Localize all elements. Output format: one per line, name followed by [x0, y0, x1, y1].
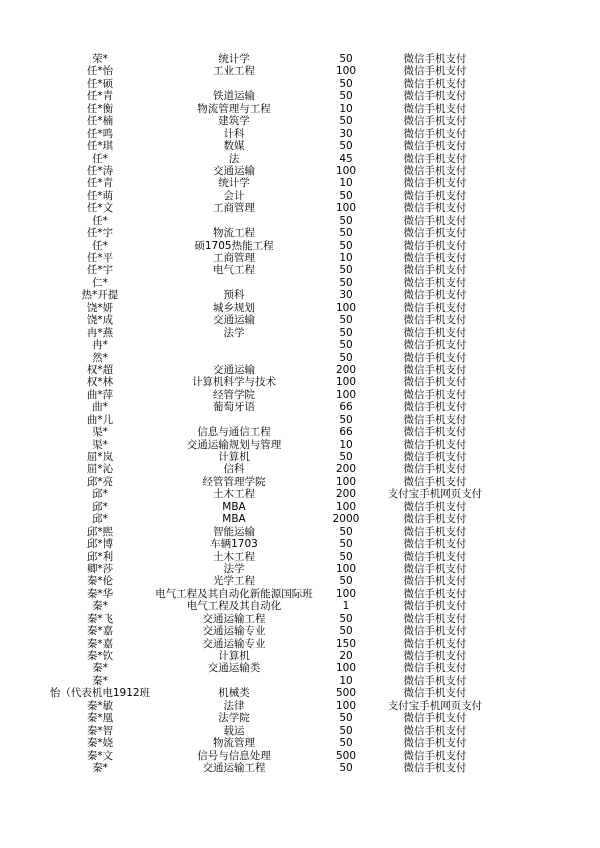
donor-name-cell: 任*硕: [86, 77, 114, 90]
amount-cell: 50: [339, 53, 353, 65]
payment-method-cell: 微信手机支付: [403, 587, 467, 600]
donor-name-cell: 热*开提: [81, 289, 119, 302]
amount-cell: 50: [339, 90, 353, 103]
donor-name-cell: 任*鸣: [86, 127, 114, 140]
payment-method-cell: 微信手机支付: [403, 115, 467, 128]
amount-cell: 66: [339, 401, 353, 414]
table-row: [0, 488, 600, 500]
donor-name-cell: 权*林: [86, 376, 114, 389]
major-cell: 电气工程及其自动化: [186, 600, 282, 613]
donor-name-cell: 任*涛: [86, 164, 114, 177]
table-row: [0, 712, 600, 724]
major-cell: 机械类: [218, 687, 250, 700]
amount-cell: 50: [339, 712, 353, 725]
table-row: [0, 737, 600, 749]
payment-method-cell: 支付宝手机网页支付: [387, 699, 483, 712]
payment-method-cell: 微信手机支付: [403, 264, 467, 277]
table-row: [0, 339, 600, 351]
payment-method-cell: 微信手机支付: [403, 625, 467, 638]
table-row: [0, 389, 600, 401]
major-cell: 铁道运输: [213, 90, 255, 103]
amount-cell: 100: [335, 388, 357, 401]
payment-method-cell: 微信手机支付: [403, 252, 467, 264]
amount-cell: 50: [339, 538, 353, 551]
major-cell: 预科: [223, 289, 245, 302]
table-row: [0, 177, 600, 189]
payment-method-cell: 微信手机支付: [403, 77, 467, 90]
amount-cell: 50: [339, 189, 353, 202]
major-cell: 电气工程及其自动化新能源国际班: [155, 587, 313, 600]
table-row: [0, 662, 600, 674]
payment-method-cell: 微信手机支付: [403, 600, 467, 613]
major-cell: 交通运输: [213, 363, 255, 376]
table-row: [0, 762, 600, 774]
donor-name-cell: 秦*文: [86, 749, 114, 762]
table-row: [0, 314, 600, 326]
amount-cell: 50: [339, 314, 353, 327]
payment-method-cell: 微信手机支付: [403, 401, 467, 414]
donor-name-cell: 秦*智: [86, 724, 114, 737]
major-cell: 计算机: [218, 650, 250, 662]
major-cell: 数媒: [223, 140, 245, 153]
table-row: [0, 65, 600, 77]
payment-method-cell: 微信手机支付: [403, 214, 467, 227]
donor-name-cell: 邱*: [92, 488, 108, 501]
payment-method-cell: 微信手机支付: [403, 314, 467, 327]
payment-method-cell: 微信手机支付: [403, 475, 467, 488]
amount-cell: 50: [339, 214, 353, 227]
payment-method-cell: 微信手机支付: [403, 637, 467, 650]
payment-method-cell: 微信手机支付: [403, 140, 467, 153]
table-row: [0, 227, 600, 239]
donor-name-cell: 饶*成: [86, 314, 114, 327]
amount-cell: 100: [335, 587, 357, 600]
payment-method-cell: 微信手机支付: [403, 426, 467, 439]
major-cell: 统计学: [218, 177, 250, 190]
amount-cell: 50: [339, 737, 353, 750]
major-cell: 经管学院: [213, 388, 255, 401]
donor-name-cell: 渠*: [92, 426, 108, 439]
payment-method-cell: 微信手机支付: [403, 562, 467, 575]
donor-name-cell: 秦*: [92, 674, 108, 687]
table-row: [0, 128, 600, 140]
table-row: [0, 538, 600, 550]
amount-cell: 100: [335, 475, 357, 488]
payment-method-cell: 微信手机支付: [403, 351, 467, 364]
major-cell: MBA: [222, 500, 246, 513]
major-cell: 交通运输专业: [202, 637, 266, 650]
amount-cell: 50: [339, 575, 353, 588]
donor-name-cell: 曲*: [92, 401, 108, 414]
payment-method-cell: 微信手机支付: [403, 413, 467, 426]
donor-name-cell: 荣*: [92, 53, 108, 65]
donor-name-cell: 任*衡: [86, 102, 114, 115]
major-cell: 信科: [223, 463, 245, 476]
major-cell: 载运: [223, 724, 245, 737]
amount-cell: 10: [339, 252, 353, 264]
donor-name-cell: 屈*沁: [86, 463, 114, 476]
payment-method-cell: 微信手机支付: [403, 239, 467, 252]
donor-name-cell: 邱*亮: [86, 475, 114, 488]
payment-method-cell: 微信手机支付: [403, 53, 467, 65]
table-row: [0, 53, 600, 65]
donation-table: [0, 53, 600, 774]
amount-cell: 20: [339, 650, 353, 662]
payment-method-cell: 微信手机支付: [403, 525, 467, 538]
amount-cell: 50: [339, 550, 353, 563]
donor-name-cell: 怡（代表机电1912班: [49, 687, 151, 700]
amount-cell: 10: [339, 438, 353, 451]
amount-cell: 66: [339, 426, 353, 439]
major-cell: 土木工程: [213, 488, 255, 501]
donor-name-cell: 秦*钦: [86, 650, 114, 662]
amount-cell: 50: [339, 276, 353, 289]
donor-name-cell: 渠*: [92, 438, 108, 451]
table-row: [0, 414, 600, 426]
major-cell: 信号与信息处理: [197, 749, 271, 762]
table-row: [0, 302, 600, 314]
major-cell: 计算机科学与技术: [192, 376, 276, 389]
donor-name-cell: 秦*敏: [86, 699, 114, 712]
payment-method-cell: 微信手机支付: [403, 202, 467, 215]
payment-method-cell: 微信手机支付: [403, 500, 467, 513]
payment-method-cell: 支付宝手机网页支付: [387, 488, 483, 501]
table-row: [0, 153, 600, 165]
major-cell: 交通运输: [213, 314, 255, 327]
table-row: [0, 600, 600, 612]
table-row: [0, 289, 600, 301]
donor-name-cell: 曲*儿: [86, 413, 114, 426]
amount-cell: 50: [339, 264, 353, 277]
donor-name-cell: 秦*凰: [86, 712, 114, 725]
donor-name-cell: 秦*飞: [86, 612, 114, 625]
payment-method-cell: 微信手机支付: [403, 189, 467, 202]
major-cell: 经管管理学院: [202, 475, 266, 488]
major-cell: 智能运输: [213, 525, 255, 538]
major-cell: 车辆1703: [210, 538, 258, 551]
table-row: [0, 513, 600, 525]
donor-name-cell: 曲*萍: [86, 388, 114, 401]
amount-cell: 50: [339, 724, 353, 737]
amount-cell: 50: [339, 140, 353, 153]
amount-cell: 50: [339, 227, 353, 240]
major-cell: 土木工程: [213, 550, 255, 563]
major-cell: 工商管理: [213, 252, 255, 264]
donor-name-cell: 屈*岚: [86, 451, 114, 463]
table-row: [0, 78, 600, 90]
major-cell: 法: [228, 152, 240, 165]
amount-cell: 200: [335, 463, 357, 476]
payment-method-cell: 微信手机支付: [403, 650, 467, 662]
payment-method-cell: 微信手机支付: [403, 575, 467, 588]
table-row: [0, 401, 600, 413]
donor-name-cell: 秦*华: [86, 587, 114, 600]
payment-method-cell: 微信手机支付: [403, 152, 467, 165]
table-row: [0, 327, 600, 339]
table-row: [0, 526, 600, 538]
amount-cell: 50: [339, 625, 353, 638]
amount-cell: 50: [339, 239, 353, 252]
table-row: [0, 264, 600, 276]
payment-method-cell: 微信手机支付: [403, 65, 467, 78]
payment-method-cell: 微信手机支付: [403, 662, 467, 675]
amount-cell: 100: [335, 202, 357, 215]
table-row: [0, 165, 600, 177]
donor-name-cell: 秦*: [92, 662, 108, 675]
amount-cell: 50: [339, 351, 353, 364]
amount-cell: 200: [335, 488, 357, 501]
amount-cell: 100: [335, 65, 357, 78]
table-row: [0, 750, 600, 762]
table-row: [0, 140, 600, 152]
major-cell: 法律: [223, 699, 245, 712]
donor-name-cell: 权*超: [86, 363, 114, 376]
table-row: [0, 364, 600, 376]
donor-name-cell: 饶*妍: [86, 301, 114, 314]
donor-name-cell: 冉*燕: [86, 326, 114, 339]
amount-cell: 30: [339, 127, 353, 140]
major-cell: 工商管理: [213, 202, 255, 215]
payment-method-cell: 微信手机支付: [403, 301, 467, 314]
payment-method-cell: 微信手机支付: [403, 339, 467, 352]
payment-method-cell: 微信手机支付: [403, 363, 467, 376]
major-cell: 葡萄牙语: [213, 401, 255, 414]
payment-method-cell: 微信手机支付: [403, 227, 467, 240]
major-cell: 会计: [223, 189, 245, 202]
payment-method-cell: 微信手机支付: [403, 674, 467, 687]
donor-name-cell: 任*琪: [86, 140, 114, 153]
payment-method-cell: 微信手机支付: [403, 749, 467, 762]
major-cell: 信息与通信工程: [197, 426, 271, 439]
payment-method-cell: 微信手机支付: [403, 388, 467, 401]
table-row: [0, 103, 600, 115]
payment-method-cell: 微信手机支付: [403, 438, 467, 451]
donor-name-cell: 卿*莎: [86, 562, 114, 575]
table-row: [0, 551, 600, 563]
donor-name-cell: 秦*娆: [86, 737, 114, 750]
donor-name-cell: 任*: [92, 239, 108, 252]
amount-cell: 100: [335, 301, 357, 314]
amount-cell: 200: [335, 363, 357, 376]
payment-method-cell: 微信手机支付: [403, 737, 467, 750]
payment-method-cell: 微信手机支付: [403, 326, 467, 339]
amount-cell: 500: [335, 687, 357, 700]
donor-name-cell: 秦*: [92, 600, 108, 613]
amount-cell: 50: [339, 413, 353, 426]
amount-cell: 100: [335, 500, 357, 513]
table-row: [0, 675, 600, 687]
donor-name-cell: 任*怡: [86, 65, 114, 78]
donor-name-cell: 冉*: [92, 339, 108, 352]
donor-name-cell: 邱*: [92, 500, 108, 513]
payment-method-cell: 微信手机支付: [403, 451, 467, 463]
payment-method-cell: 微信手机支付: [403, 276, 467, 289]
donor-name-cell: 秦*嘉: [86, 637, 114, 650]
amount-cell: 50: [339, 451, 353, 463]
donor-name-cell: 秦*嘉: [86, 625, 114, 638]
major-cell: 物流管理与工程: [197, 102, 271, 115]
donor-name-cell: 秦*伦: [86, 575, 114, 588]
amount-cell: 1: [342, 600, 350, 613]
amount-cell: 100: [335, 376, 357, 389]
donor-name-cell: 邱*: [92, 513, 108, 526]
table-row: [0, 426, 600, 438]
payment-method-cell: 微信手机支付: [403, 127, 467, 140]
major-cell: MBA: [222, 513, 246, 526]
major-cell: 电气工程: [213, 264, 255, 277]
amount-cell: 50: [339, 326, 353, 339]
donor-name-cell: 仁*: [92, 276, 108, 289]
table-row: [0, 725, 600, 737]
major-cell: 物流工程: [213, 227, 255, 240]
payment-method-cell: 微信手机支付: [403, 177, 467, 190]
table-row: [0, 476, 600, 488]
amount-cell: 10: [339, 674, 353, 687]
donor-name-cell: 任*: [92, 152, 108, 165]
amount-cell: 2000: [332, 513, 360, 526]
donor-name-cell: 任*文: [86, 202, 114, 215]
major-cell: 计科: [223, 127, 245, 140]
payment-method-cell: 微信手机支付: [403, 463, 467, 476]
payment-method-cell: 微信手机支付: [403, 612, 467, 625]
payment-method-cell: 微信手机支付: [403, 90, 467, 103]
table-row: [0, 202, 600, 214]
donor-name-cell: 邱*博: [86, 538, 114, 551]
payment-method-cell: 微信手机支付: [403, 724, 467, 737]
payment-method-cell: 微信手机支付: [403, 550, 467, 563]
major-cell: 交通运输工程: [202, 761, 266, 774]
donor-name-cell: 邱*利: [86, 550, 114, 563]
amount-cell: 50: [339, 612, 353, 625]
donor-name-cell: 任*青: [86, 177, 114, 190]
amount-cell: 100: [335, 562, 357, 575]
donor-name-cell: 任*: [92, 214, 108, 227]
table-row: [0, 215, 600, 227]
major-cell: 交通运输: [213, 164, 255, 177]
major-cell: 交通运输工程: [202, 612, 266, 625]
amount-cell: 50: [339, 339, 353, 352]
donor-name-cell: 任*萌: [86, 189, 114, 202]
payment-method-cell: 微信手机支付: [403, 102, 467, 115]
amount-cell: 50: [339, 77, 353, 90]
table-row: [0, 501, 600, 513]
table-row: [0, 575, 600, 587]
major-cell: 建筑学: [218, 115, 250, 128]
table-row: [0, 352, 600, 364]
major-cell: 物流管理: [213, 737, 255, 750]
amount-cell: 50: [339, 525, 353, 538]
major-cell: 法学: [223, 562, 245, 575]
table-row: [0, 650, 600, 662]
amount-cell: 100: [335, 699, 357, 712]
payment-method-cell: 微信手机支付: [403, 164, 467, 177]
table-row: [0, 240, 600, 252]
major-cell: 统计学: [218, 53, 250, 65]
major-cell: 交通运输规划与管理: [186, 438, 282, 451]
payment-method-cell: 微信手机支付: [403, 712, 467, 725]
table-row: [0, 115, 600, 127]
table-row: [0, 700, 600, 712]
amount-cell: 10: [339, 177, 353, 190]
amount-cell: 100: [335, 662, 357, 675]
payment-method-cell: 微信手机支付: [403, 376, 467, 389]
donor-name-cell: 任*平: [86, 252, 114, 264]
table-row: [0, 90, 600, 102]
donor-name-cell: 任*楠: [86, 115, 114, 128]
table-row: [0, 277, 600, 289]
payment-method-cell: 微信手机支付: [403, 289, 467, 302]
major-cell: 硕1705热能工程: [194, 239, 274, 252]
table-row: [0, 439, 600, 451]
major-cell: 法学: [223, 326, 245, 339]
table-row: [0, 625, 600, 637]
major-cell: 法学院: [218, 712, 250, 725]
donor-name-cell: 任*宇: [86, 264, 114, 277]
table-row: [0, 376, 600, 388]
table-row: [0, 190, 600, 202]
amount-cell: 10: [339, 102, 353, 115]
amount-cell: 30: [339, 289, 353, 302]
amount-cell: 50: [339, 761, 353, 774]
major-cell: 计算机: [218, 451, 250, 463]
donor-name-cell: 任*青: [86, 90, 114, 103]
table-row: [0, 252, 600, 264]
major-cell: 交通运输专业: [202, 625, 266, 638]
payment-method-cell: 微信手机支付: [403, 761, 467, 774]
amount-cell: 500: [335, 749, 357, 762]
table-row: [0, 451, 600, 463]
donor-name-cell: 秦*: [92, 761, 108, 774]
major-cell: 城乡规划: [213, 301, 255, 314]
payment-method-cell: 微信手机支付: [403, 538, 467, 551]
table-row: [0, 563, 600, 575]
amount-cell: 45: [339, 152, 353, 165]
table-row: [0, 687, 600, 699]
amount-cell: 150: [335, 637, 357, 650]
donor-name-cell: 然*: [92, 351, 108, 364]
payment-method-cell: 微信手机支付: [403, 687, 467, 700]
table-row: [0, 613, 600, 625]
donor-name-cell: 邱*熙: [86, 525, 114, 538]
table-row: [0, 588, 600, 600]
table-row: [0, 638, 600, 650]
major-cell: 光学工程: [213, 575, 255, 588]
amount-cell: 100: [335, 164, 357, 177]
payment-method-cell: 微信手机支付: [403, 513, 467, 526]
donor-name-cell: 任*宇: [86, 227, 114, 240]
major-cell: 交通运输类: [207, 662, 261, 675]
amount-cell: 50: [339, 115, 353, 128]
table-row: [0, 463, 600, 475]
major-cell: 工业工程: [213, 65, 255, 78]
